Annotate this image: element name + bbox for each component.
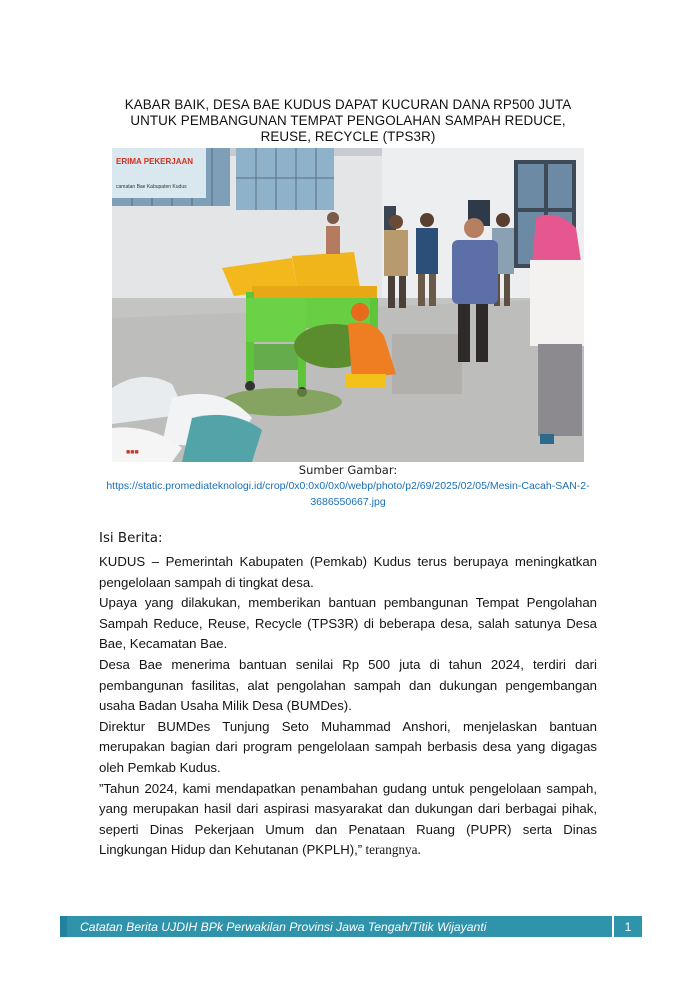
article-body (99, 528, 597, 861)
footer-text: Catatan Berita UJDIH BPk Perwakilan Provinsi Jawa Tengah/Titik Wijayanti (80, 919, 487, 934)
quote-text: ”Tahun 2024, kami mendapatkan penambahan gudang untuk pengelolaan sampah, yang merupakan hasil dari aspirasi masyarakat dan dukungan dari berbagai pihak, seperti Dinas Pekerjaan Umum dan Penataan Ruang (PUPR) serta Dinas Lingkungan Hidup dan Kehutanan (PKPLH),” (99, 780, 597, 858)
article-title (104, 97, 592, 145)
caption-url-line-1: https://static.promediateknologi.id/crop/0x0:0x0/0x0/webp/photo/p2/69/2025/02/05/Mesin-Cacah-SAN-2- (106, 480, 590, 492)
paragraph-2: Upaya yang dilakukan, memberikan bantuan pembangunan Tempat Pengolahan Sampah Reduce, Reuse, Recycle (TPS3R) di beberapa desa, salah satunya Desa Bae, Kecamatan Bae. (99, 595, 597, 652)
woman-figure (530, 215, 584, 444)
page-footer (60, 916, 642, 937)
section-heading: Isi Berita: (99, 531, 163, 546)
page-number: 1 (612, 916, 642, 937)
caption-url-line-2: 3686550667.jpg (310, 496, 386, 508)
banner-text-2: camatan Bae Kabupaten Kudus (116, 184, 187, 190)
paragraph-3: Desa Bae menerima bantuan senilai Rp 500 juta di tahun 2024, terdiri dari pembangunan fasilitas, alat pengolahan sampah dan dukungan pengembangan usaha Badan Usaha Milik Desa (BUMDes). (99, 656, 597, 714)
banner-text-1: ERIMA PEKERJAAN (116, 157, 194, 166)
title-line-2: UNTUK PEMBANGUNAN TEMPAT PENGOLAHAN SAMPAH REDUCE, (130, 113, 566, 128)
svg-text:■■■: ■■■ (126, 449, 139, 456)
paragraph-1: KUDUS – Pemerintah Kabupaten (Pemkab) Kudus terus berupaya meningkatkan pengelolaan sampah di tingkat desa. (99, 554, 597, 590)
caption-source-link[interactable] (90, 478, 606, 510)
closing-word: terangnya. (362, 842, 421, 858)
news-photo (112, 148, 584, 462)
caption-source-label: Sumber Gambar: (298, 463, 398, 477)
paragraph-4: Direktur BUMDes Tunjung Seto Muhammad Anshori, menjelaskan bantuan merupakan bagian dari program pengelolaan sampah berbasis desa yang digagas oleh Pemkab Kudus. (99, 718, 597, 775)
title-line-1: KABAR BAIK, DESA BAE KUDUS DAPAT KUCURAN DANA RP500 JUTA (124, 97, 572, 112)
image-caption (90, 462, 606, 510)
paragraph-5 (99, 779, 597, 861)
title-line-3: REUSE, RECYCLE (TPS3R) (260, 129, 436, 144)
photo-illustration (112, 148, 584, 462)
footer-edge (60, 916, 67, 937)
